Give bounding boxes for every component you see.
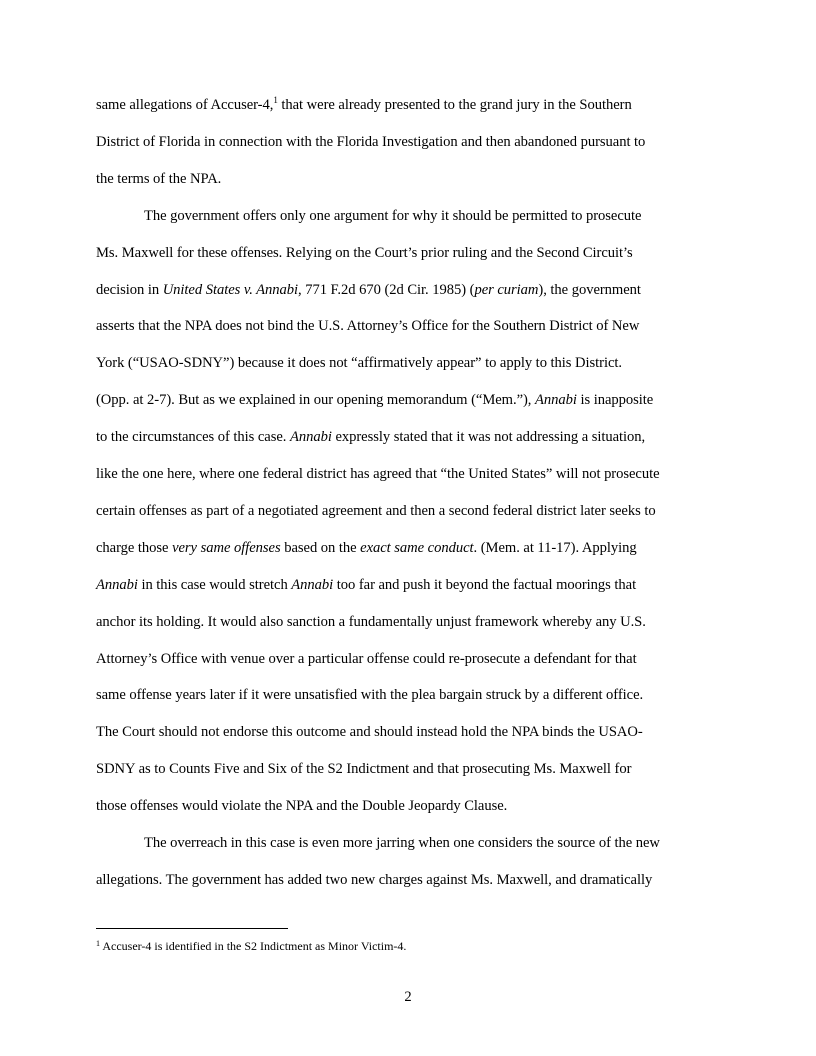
text-segment: ), the government	[538, 282, 641, 298]
text-segment: decision in	[96, 282, 163, 298]
italic-text: Annabi	[291, 577, 334, 593]
italic-text: Annabi	[96, 577, 138, 593]
page-number: 2	[404, 989, 412, 1005]
text-line	[96, 760, 736, 778]
text-segment: charge those	[96, 540, 173, 556]
text-line	[96, 96, 736, 114]
text-line	[144, 207, 736, 225]
text-line	[96, 502, 736, 520]
text-segment: that were already presented to the grand jury in the Southern	[277, 97, 632, 113]
text-line	[96, 354, 736, 372]
text-line	[96, 281, 736, 299]
text-segment: Attorney’s Office with venue over a particular offense could re-prosecute a defendant for that	[96, 651, 637, 667]
text-line	[144, 834, 736, 852]
text-line	[96, 797, 736, 815]
italic-text: United States v. Annabi	[162, 282, 298, 298]
italic-text: Annabi	[535, 392, 577, 408]
text-segment: to the circumstances of this case.	[96, 429, 290, 445]
text-segment: like the one here, where one federal district has agreed that “the United States” will not prosecute	[96, 466, 660, 482]
text-segment: , 771 F.2d 670 (2d Cir. 1985) (	[298, 282, 475, 298]
text-line	[96, 170, 736, 188]
italic-text: Annabi	[289, 429, 332, 445]
text-line	[96, 613, 736, 631]
text-line	[96, 650, 736, 668]
text-line	[96, 576, 736, 594]
text-line	[96, 391, 736, 409]
text-segment: SDNY as to Counts Five and Six of the S2 Indictment and that prosecuting Ms. Maxwell for	[96, 761, 632, 777]
text-segment: same allegations of Accuser-4,	[96, 97, 274, 113]
footnote-1	[96, 939, 406, 953]
text-segment: is inapposite	[576, 392, 654, 408]
text-line	[96, 871, 736, 889]
text-segment: in this case would stretch	[137, 577, 292, 593]
footnote-marker: 1	[96, 939, 100, 948]
text-segment: District of Florida in connection with the Florida Investigation and then abandoned pursuant to	[96, 134, 646, 150]
text-line	[96, 686, 736, 704]
footnote-text: Accuser-4 is identified in the S2 Indictment as Minor Victim-4.	[100, 939, 407, 953]
text-line	[96, 317, 736, 335]
italic-text: per curiam	[474, 282, 539, 298]
text-segment: . (Mem. at 11-17). Applying	[473, 540, 637, 556]
text-line	[96, 723, 736, 741]
text-segment: The government offers only one argument for why it should be permitted to prosecute	[144, 208, 642, 224]
text-segment: those offenses would violate the NPA and the Double Jeopardy Clause.	[96, 798, 508, 814]
text-line	[96, 465, 736, 483]
text-segment: (Opp. at 2-7). But as we explained in our opening memorandum (“Mem.”),	[96, 392, 536, 408]
footnote-reference: 1	[273, 95, 278, 105]
text-segment: asserts that the NPA does not bind the U.S. Attorney’s Office for the Southern District of New	[96, 318, 640, 334]
text-segment: the terms of the NPA.	[96, 171, 222, 187]
italic-text: very same offenses	[172, 540, 281, 556]
text-line	[96, 133, 736, 151]
text-segment: Ms. Maxwell for these offenses. Relying on the Court’s prior ruling and the Second Circuit’s	[96, 245, 633, 261]
text-segment: York (“USAO-SDNY”) because it does not “affirmatively appear” to apply to this District.	[96, 355, 622, 371]
text-segment: The overreach in this case is even more jarring when one considers the source of the new	[144, 835, 660, 851]
text-segment: same offense years later if it were unsatisfied with the plea bargain struck by a different office.	[96, 687, 644, 703]
text-segment: allegations. The government has added two new charges against Ms. Maxwell, and dramatically	[96, 872, 653, 888]
text-line	[96, 539, 736, 557]
text-segment: anchor its holding. It would also sanction a fundamentally unjust framework whereby any U.S.	[96, 614, 646, 630]
text-segment: too far and push it beyond the factual moorings that	[333, 577, 637, 593]
text-line	[96, 428, 736, 446]
text-segment: The Court should not endorse this outcome and should instead hold the NPA binds the USAO-	[96, 724, 643, 740]
text-segment: based on the	[280, 540, 361, 556]
text-segment: expressly stated that it was not addressing a situation,	[331, 429, 646, 445]
footnote-divider	[96, 928, 288, 929]
italic-text: exact same conduct	[360, 540, 474, 556]
text-line	[96, 244, 736, 262]
text-segment: certain offenses as part of a negotiated agreement and then a second federal district later seeks to	[96, 503, 656, 519]
